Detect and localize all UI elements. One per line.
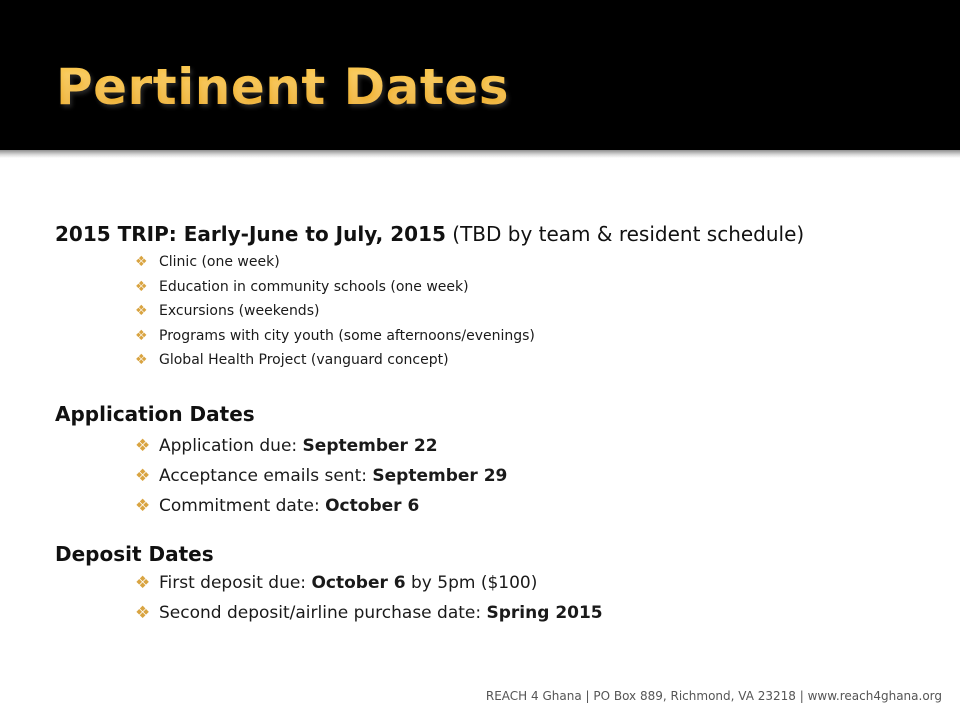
diamond-bullet-icon: ❖ — [135, 436, 151, 456]
list-item: ❖ Acceptance emails sent: September 29 — [135, 461, 507, 491]
diamond-bullet-icon: ❖ — [135, 278, 148, 295]
trip-heading — [55, 220, 804, 248]
list-item: ❖ Application due: September 22 — [135, 431, 507, 461]
diamond-bullet-icon: ❖ — [135, 303, 148, 319]
list-item: ❖ Education in community schools (one week) — [135, 275, 535, 300]
trip-heading-note: (TBD by team & resident schedule) — [445, 222, 805, 246]
list-item: ❖ Programs with city youth (some afternoons/evenings) — [135, 324, 535, 349]
diamond-bullet-icon: ❖ — [135, 254, 148, 270]
list-item: ❖ Clinic (one week) — [135, 250, 535, 275]
slide-footer: REACH 4 Ghana | PO Box 889, Richmond, VA 23218 | www.reach4ghana.org — [485, 689, 942, 703]
header-divider — [0, 150, 960, 158]
trip-heading-lead: 2015 TRIP: Early-June to July, 2015 — [55, 222, 446, 246]
diamond-bullet-icon: ❖ — [135, 573, 151, 593]
title-bar — [0, 0, 960, 150]
application-heading: Application Dates — [55, 402, 255, 426]
diamond-bullet-icon: ❖ — [135, 327, 148, 344]
application-list — [135, 431, 507, 521]
deposit-heading: Deposit Dates — [55, 542, 214, 566]
list-item: ❖ Second deposit/airline purchase date: Spring 2015 — [135, 598, 603, 628]
diamond-bullet-icon: ❖ — [135, 496, 151, 516]
list-item: ❖ Global Health Project (vanguard concept) — [135, 348, 535, 373]
diamond-bullet-icon: ❖ — [135, 352, 148, 368]
diamond-bullet-icon: ❖ — [135, 466, 151, 486]
list-item: ❖ First deposit due: October 6 by 5pm ($100) — [135, 568, 603, 598]
slide-title: Pertinent Dates — [56, 52, 509, 122]
trip-list — [135, 250, 535, 373]
list-item: ❖ Commitment date: October 6 — [135, 491, 507, 521]
list-item: ❖ Excursions (weekends) — [135, 299, 535, 324]
diamond-bullet-icon: ❖ — [135, 603, 151, 623]
deposit-list — [135, 568, 603, 628]
